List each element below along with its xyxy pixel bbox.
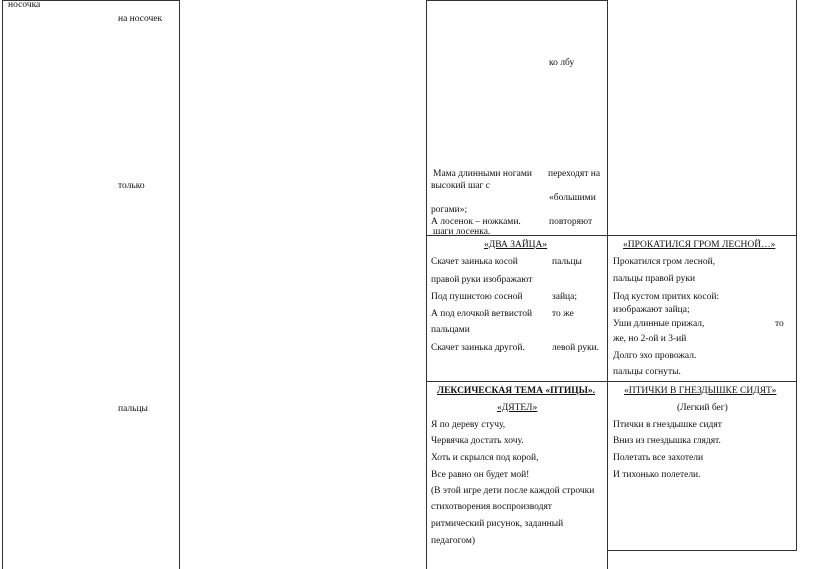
top-cell-line: повторяют: [549, 217, 593, 227]
left-column-divider: [179, 0, 180, 569]
woodpecker-line: Я по дереву стучу,: [431, 420, 506, 430]
thunder-line: Под кустом притих косой:: [613, 292, 720, 302]
nest-title-text: «ПТИЧКИ В ГНЕЗДЫШКЕ СИДЯТ»: [624, 386, 777, 396]
nest-line: Вниз из гнездышка глядят.: [613, 436, 721, 446]
table-left-border: [426, 0, 427, 569]
woodpecker-line: стихотворения воспроизводят: [431, 502, 552, 512]
nest-subtitle: (Легкий бег): [677, 403, 728, 413]
top-cell-line: «большими: [549, 193, 596, 203]
table-right-border: [796, 0, 797, 551]
two-hares-line: Скачет заинька другой.: [431, 343, 525, 353]
woodpecker-line: педагогом): [431, 536, 476, 546]
two-hares-line: пальцами: [431, 325, 470, 335]
left-border: [2, 0, 3, 569]
nest-line: Птички в гнездышке сидят: [613, 420, 722, 430]
thunder-line: пальцы правой руки: [613, 274, 696, 284]
woodpecker-title: [497, 403, 537, 414]
top-cell-line: высокий шаг с: [431, 181, 491, 191]
thunder-line: Прокатился гром лесной,: [613, 257, 716, 267]
left-text-line: на носочек: [118, 14, 163, 24]
thunder-line: Долго эхо провожал.: [613, 351, 697, 361]
thunder-title-text: «ПРОКАТИЛСЯ ГРОМ ЛЕСНОЙ…»: [623, 240, 776, 250]
two-hares-title: [484, 240, 547, 251]
two-hares-title-text: «ДВА ЗАЙЦА»: [484, 240, 548, 250]
woodpecker-title-text: «ДЯТЕЛ»: [497, 403, 538, 413]
left-text-line: носочка: [8, 0, 41, 10]
two-hares-line: зайца;: [552, 292, 577, 302]
woodpecker-line: Червячка достать хочу.: [431, 436, 524, 446]
woodpecker-line: (В этой игре дети после каждой строчки: [431, 486, 595, 496]
top-cell-line: ко лбу: [549, 58, 575, 68]
top-cell-line: переходят на: [548, 169, 601, 179]
left-text-line: только: [118, 181, 145, 191]
table-row-divider-2: [426, 381, 797, 382]
two-hares-line: левой руки.: [552, 343, 600, 353]
thunder-line: то: [775, 319, 784, 329]
thunder-line: пальцы согнуты.: [613, 367, 681, 377]
nest-title: [624, 386, 776, 397]
two-hares-line: правой руки изображают: [431, 275, 533, 285]
left-text-line: пальцы: [118, 404, 148, 414]
top-cell-line: шаги лосенка.: [433, 227, 491, 237]
two-hares-line: то же: [552, 309, 574, 319]
woodpecker-line: ритмический рисунок, заданный: [431, 519, 564, 529]
birds-theme-title: ЛЕКСИЧЕСКАЯ ТЕМА «ПТИЦЫ».: [437, 386, 596, 396]
thunder-title: [623, 240, 775, 251]
two-hares-line: Под пушистою сосной: [431, 292, 523, 302]
two-hares-line: Скачет заинька косой: [431, 257, 518, 267]
top-cell-line: рогами»;: [431, 205, 468, 215]
table-top-border: [426, 0, 607, 1]
thunder-line: изображают зайца;: [613, 305, 690, 315]
two-hares-line: А под елочкой ветвистой: [431, 309, 533, 319]
table-mid-divider: [607, 0, 608, 569]
nest-line: Полетать все захотели: [613, 453, 704, 463]
two-hares-line: пальцы: [552, 257, 582, 267]
nest-line: И тихонько полетели.: [613, 470, 701, 480]
thunder-line: Уши длинные прижал,: [613, 319, 705, 329]
thunder-line: же, но 2-ой и 3-ий: [613, 334, 687, 344]
top-cell-line: Мама длинными ногами: [433, 169, 532, 179]
woodpecker-line: Хоть и скрылся под корой,: [431, 453, 539, 463]
woodpecker-line: Все равно он будет мой!: [431, 470, 530, 480]
top-cell-line: А лосенок – ножками.: [431, 217, 521, 227]
table-bottom-border: [607, 550, 797, 551]
